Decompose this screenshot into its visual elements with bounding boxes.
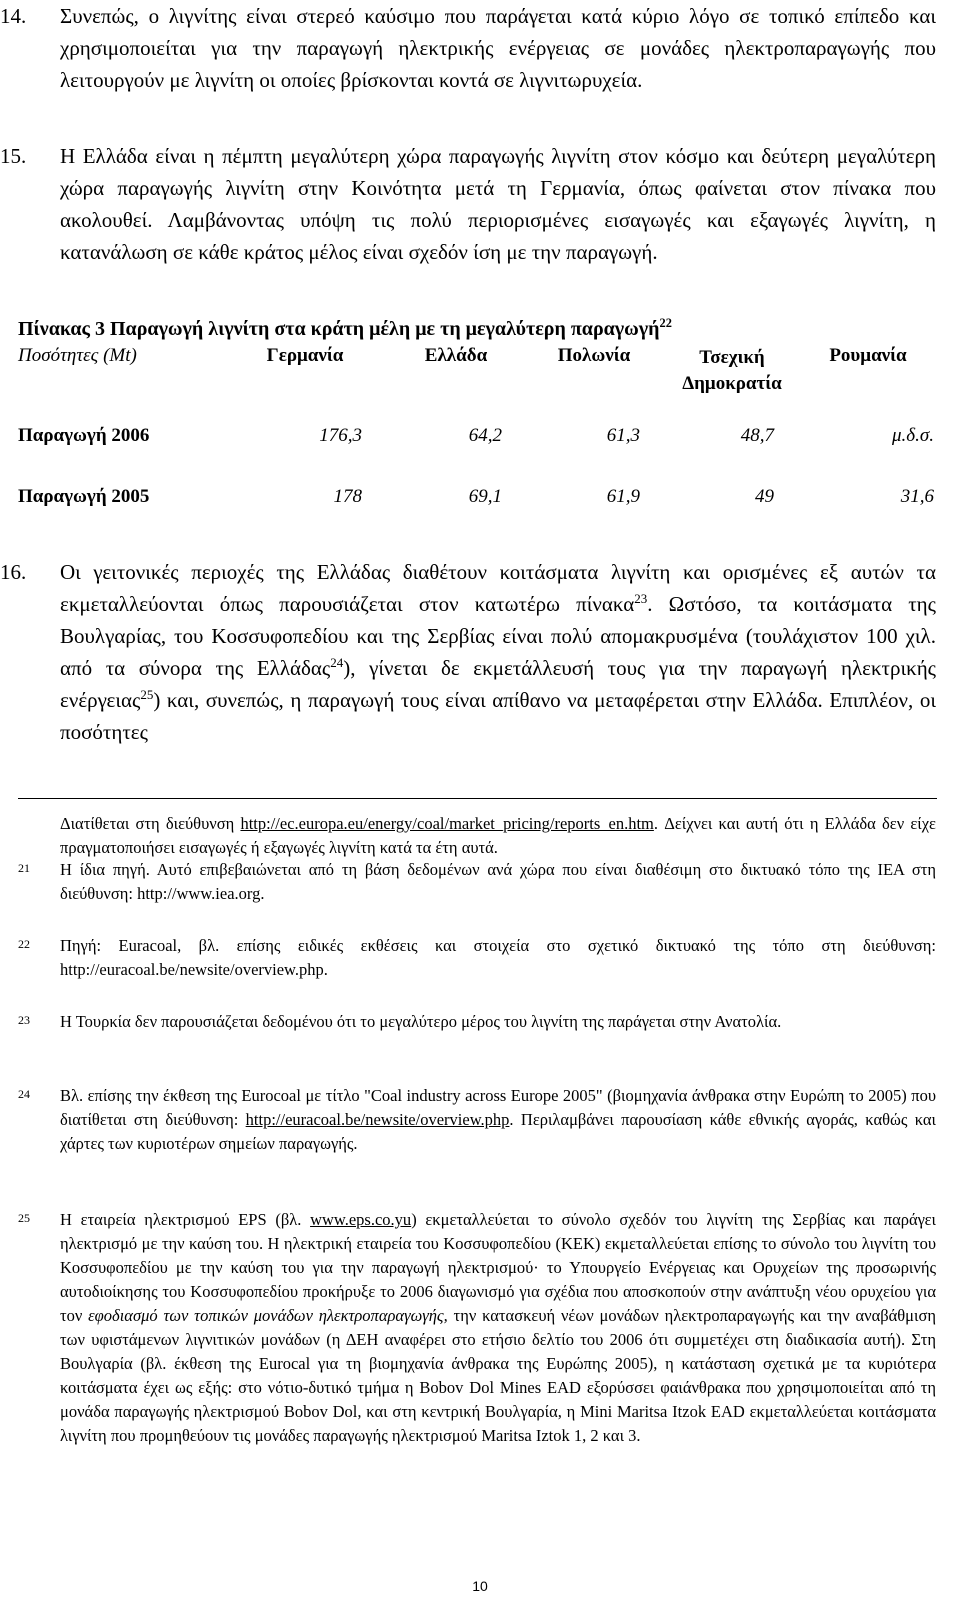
paragraph-text-part: . Ωστόσο, τα κοιτάσματα της Βουλγαρίας, του Κοσσυφοπεδίου και της Σερβίας είναι πολύ απομακρυσμένα (τουλάχιστον 100 χιλ. από τα σύνορα της Ελλάδας — [60, 592, 936, 680]
footnote-mark: 24 — [18, 1087, 30, 1101]
table-cell: 48,7 — [740, 425, 774, 446]
table-header-germany: Γερμανία — [266, 345, 344, 366]
table-header-poland: Πολωνία — [557, 345, 631, 366]
table-caption-text: Πίνακας 3 Παραγωγή λιγνίτη στα κράτη μέλη με τη μεγαλύτερη παραγωγή — [18, 318, 660, 340]
footnote-mark: 25 — [18, 1211, 30, 1225]
footnote-link[interactable]: http://ec.europa.eu/energy/coal/market_pricing/reports_en.htm — [240, 814, 654, 833]
footnote-text-part: . Περιλαμβάνει παρουσίαση κάθε εθνικής αγοράς, καθώς και χάρτες των κυριοτέρων σημείων παραγωγής. — [60, 1110, 936, 1153]
table-cell: 61,3 — [606, 425, 640, 446]
table-cell: 49 — [755, 486, 774, 507]
table-cell: 69,1 — [468, 486, 502, 507]
table-quantity-label: Ποσότητες (Mt) — [18, 345, 137, 366]
footnote-mark: 21 — [18, 861, 30, 875]
footnote-text-part: Βλ. επίσης την έκθεση της Eurocoal με τίτλο "Coal industry across Europe 2005" (βιομηχανία άνθρακα στην Ευρώπη το 2005) που διατίθεται στη διεύθυνση: — [60, 1086, 936, 1129]
footnote-text-part: την κατασκευή νέων μονάδων ηλεκτροπαραγωγής και την αναβάθμιση των υφιστάμενων λιγνιτικών μονάδων (η ΔΕΗ αναφέρει στο ετήσιο δελτίο του 2006 ότι συμμετέχει στη διαδικασία αυτή). Στη Βουλγαρία (βλ. έκθεση της Eurocal για τη βιομηχανία άνθρακα της Ευρώπης 2005), η κατάσταση σχετικά με τα κυριότερα κοιτάσματα έχει ως εξής: στο νότιο-δυτικό τμήμα η Bobov Dol Mines EAD εξορύσσει φαιάνθρακα που χρησιμοποιείται από τη μονάδα παραγωγής ηλεκτρισμού Bobov Dol, και στη κεντρική Βουλγαρία, η Mini Maritsa Itzok EAD εκμεταλλεύεται κοιτάσματα λιγνίτη που προμηθεύουν τις μονάδες παραγωγής ηλεκτρισμού Maritsa Iztok 1, 2 και 3. — [60, 1306, 936, 1445]
table-cell: μ.δ.σ. — [892, 425, 934, 446]
footnote-ref: 23 — [634, 591, 648, 606]
paragraph-text: Συνεπώς, ο λιγνίτης είναι στερεό καύσιμο που παράγεται κατά κύριο λόγο σε τοπικό επίπεδο και χρησιμοποιείται για την παραγωγή ηλεκτρικής ενέργειας σε μονάδες ηλεκτροπαραγωγής που λειτουργούν με λιγνίτη οι οποίες βρίσκονται κοντά σε λιγνιτωρυχεία. — [60, 4, 936, 92]
footnote-text: Η ίδια πηγή. Αυτό επιβεβαιώνεται από τη βάση δεδομένων ανά χώρα που είναι διαθέσιμη στο δικτυακό τόπο της ΙΕΑ στη διεύθυνση: http://www.iea.org. — [60, 860, 936, 903]
footnote-separator — [18, 798, 937, 799]
paragraph-text-part: Οι γειτονικές περιοχές της Ελλάδας διαθέτουν κοιτάσματα λιγνίτη και ορισμένες εξ αυτών τα εκμεταλλεύονται όπως παρουσιάζεται στον κατωτέρω πίνακα — [60, 560, 936, 616]
paragraph-text — [60, 556, 936, 748]
paragraph-text-part: ) και, συνεπώς, η παραγωγή τους είναι απίθανο να μεταφέρεται στην Ελλάδα. Επιπλέον, οι ποσότητες — [60, 688, 936, 744]
row-label: Παραγωγή 2005 — [18, 486, 150, 507]
footnote-text: Η Τουρκία δεν παρουσιάζεται δεδομένου ότι το μεγαλύτερο μέρος του λιγνίτη της παράγεται στην Ανατολία. — [60, 1012, 782, 1031]
footnote-text — [60, 1208, 936, 1448]
footnote-mark: 22 — [18, 937, 30, 951]
footnote-link[interactable]: www.eps.co.yu — [310, 1210, 412, 1229]
footnote-text-part: Η εταιρεία ηλεκτρισμού EPS (βλ. — [60, 1210, 311, 1229]
footnote-text: Πηγή: Euracoal, βλ. επίσης ειδικές εκθέσεις και στοιχεία στο σχετικό δικτυακό της τόπο στη διεύθυνση: http://euracoal.be/newsite/overview.php. — [60, 936, 936, 979]
footnote-ref: 24 — [330, 655, 344, 670]
footnote-text-part: ) εκμεταλλεύεται το σύνολο σχεδόν του λιγνίτη της Σερβίας και παράγει ηλεκτρισμό με την καύση του. Η ηλεκτρική εταιρεία του Κοσσυφοπεδίου (ΚΕΚ) εκμεταλλεύεται επίσης το σύνολο του λιγνίτη του Κοσσυφοπεδίου με την καύση του για την παραγωγή ηλεκτρισμού· το Υπουργείο Ενέργειας και Ορυχείων της προσωρινής αυτοδιοίκησης του Κοσσυφοπεδίου προκήρυξε το 2006 διαγωνισμό για σχέδια που αποσκοπούν στην ανάπτυξη νέου ορυχείου για τον — [60, 1210, 936, 1325]
footnote-text-part: . Δείχνει και αυτή ότι η Ελλάδα δεν είχε πραγματοποιήσει εισαγωγές ή εξαγωγές λιγνίτη κατά τα έτη αυτά. — [60, 814, 936, 857]
table-header-czech-republic: Τσεχική Δημοκρατία — [682, 347, 782, 394]
footnote-link[interactable]: http://euracoal.be/newsite/overview.php — [245, 1110, 510, 1129]
row-label: Παραγωγή 2006 — [18, 425, 150, 446]
paragraph-number: 15. — [0, 144, 27, 168]
paragraph-text: Η Ελλάδα είναι η πέμπτη μεγαλύτερη χώρα παραγωγής λιγνίτη στον κόσμο και δεύτερη μεγαλύτερη χώρα παραγωγής λιγνίτη στην Κοινότητα μετά τη Γερμανία, όπως φαίνεται στον πίνακα που ακολουθεί. Λαμβάνοντας υπόψη τις πολύ περιορισμένες εισαγωγές και εξαγωγές λιγνίτη, η κατανάλωση σε κάθε κράτος μέλος είναι σχεδόν ίση με την παραγωγή. — [60, 144, 936, 264]
footnote-ref: 22 — [659, 316, 672, 331]
footnote-italic-text: εφοδιασμό των τοπικών μονάδων ηλεκτροπαραγωγής, — [88, 1306, 448, 1325]
footnote-text — [60, 1084, 936, 1156]
table-cell: 64,2 — [468, 425, 502, 446]
paragraph-number: 16. — [0, 560, 27, 584]
table-header-greece: Ελλάδα — [424, 345, 488, 366]
paragraph-number: 14. — [0, 4, 27, 28]
page-number: 10 — [472, 1578, 488, 1594]
table-cell: 61,9 — [606, 486, 640, 507]
table-cell: 31,6 — [900, 486, 934, 507]
footnote-ref: 25 — [140, 687, 154, 702]
table-cell: 178 — [333, 486, 362, 507]
table-cell: 176,3 — [319, 425, 362, 446]
footnote-mark: 23 — [18, 1013, 30, 1027]
footnote-text-part: Διατίθεται στη διεύθυνση — [60, 814, 241, 833]
footnote-text — [60, 812, 936, 860]
table-header-romania: Ρουμανία — [829, 345, 907, 366]
table-caption — [18, 318, 672, 341]
paragraph-text-part: ), γίνεται δε εκμετάλλευσή τους για την παραγωγή ηλεκτρικής ενέργειας — [60, 656, 936, 712]
